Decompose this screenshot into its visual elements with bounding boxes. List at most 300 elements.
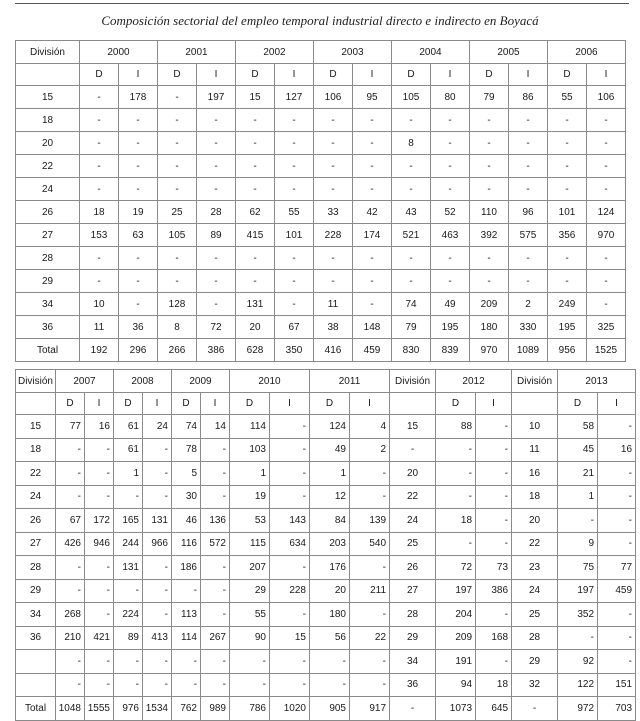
indirect-header: I <box>270 393 310 415</box>
direct-header: D <box>172 393 201 415</box>
value-cell: - <box>392 178 431 201</box>
table-row <box>16 415 636 439</box>
year-header: 2004 <box>392 41 470 64</box>
value-cell: 165 <box>114 509 143 533</box>
table-row <box>16 201 626 224</box>
division-cell: 22 <box>390 485 436 509</box>
direct-header: D <box>310 393 350 415</box>
division-cell: 20 <box>390 462 436 486</box>
table-row <box>16 293 626 316</box>
table-row <box>16 132 626 155</box>
value-cell: 703 <box>598 697 636 721</box>
value-cell: - <box>310 673 350 697</box>
value-cell: 426 <box>56 532 85 556</box>
division-cell: 15 <box>16 415 56 439</box>
value-cell: - <box>314 109 353 132</box>
employment-table-2007-2013 <box>15 369 636 721</box>
value-cell: - <box>598 603 636 627</box>
value-cell: 204 <box>436 603 476 627</box>
value-cell: 18 <box>436 509 476 533</box>
table-row <box>16 224 626 247</box>
value-cell: - <box>85 579 114 603</box>
employment-table-2000-2006 <box>15 40 626 362</box>
division-cell: 36 <box>16 626 56 650</box>
value-cell: - <box>56 462 85 486</box>
value-cell: 115 <box>230 532 270 556</box>
division-cell: 25 <box>512 603 558 627</box>
value-cell: - <box>143 438 172 462</box>
value-cell: 180 <box>470 316 509 339</box>
table-caption: Composición sectorial del empleo temporal industrial directo e indirecto en Boyacá <box>101 13 539 28</box>
value-cell: 86 <box>509 86 548 109</box>
value-cell: 103 <box>230 438 270 462</box>
value-cell: 14 <box>201 415 230 439</box>
value-cell: - <box>350 673 390 697</box>
value-cell: 9 <box>558 532 598 556</box>
division-cell: 28 <box>16 247 80 270</box>
division-cell: 27 <box>16 224 80 247</box>
value-cell: 386 <box>197 339 236 362</box>
table-row <box>16 603 636 627</box>
value-cell: 79 <box>392 316 431 339</box>
value-cell: 521 <box>392 224 431 247</box>
direct-header: D <box>558 393 598 415</box>
division-cell: 18 <box>512 485 558 509</box>
value-cell: 172 <box>85 509 114 533</box>
division-cell: 16 <box>512 462 558 486</box>
division-cell: 28 <box>16 556 56 580</box>
value-cell: - <box>470 247 509 270</box>
value-cell: 101 <box>548 201 587 224</box>
value-cell: 131 <box>143 509 172 533</box>
value-cell: - <box>587 178 626 201</box>
value-cell: 11 <box>80 316 119 339</box>
value-cell: - <box>548 178 587 201</box>
direct-header: D <box>436 393 476 415</box>
value-cell: - <box>270 603 310 627</box>
value-cell: - <box>201 650 230 674</box>
year-header: 2010 <box>230 370 310 393</box>
year-header: 2013 <box>558 370 636 393</box>
value-cell: 114 <box>172 626 201 650</box>
table-row <box>16 626 636 650</box>
indirect-header: I <box>353 64 392 86</box>
division-cell <box>16 650 56 674</box>
value-cell: 197 <box>197 86 236 109</box>
value-cell: - <box>201 485 230 509</box>
indirect-header: I <box>201 393 230 415</box>
value-cell: - <box>558 626 598 650</box>
value-cell: 78 <box>172 438 201 462</box>
value-cell: 8 <box>392 132 431 155</box>
table-row <box>16 462 636 486</box>
division-cell: 11 <box>512 438 558 462</box>
division-cell: 29 <box>16 270 80 293</box>
value-cell: - <box>119 247 158 270</box>
value-cell: - <box>119 270 158 293</box>
value-cell: 830 <box>392 339 431 362</box>
value-cell: 15 <box>270 626 310 650</box>
value-cell: - <box>509 270 548 293</box>
value-cell: - <box>548 132 587 155</box>
direct-header: D <box>80 64 119 86</box>
value-cell: 74 <box>172 415 201 439</box>
year-header: 2000 <box>80 41 158 64</box>
value-cell: - <box>236 247 275 270</box>
value-cell: - <box>509 178 548 201</box>
value-cell: - <box>436 438 476 462</box>
value-cell: - <box>587 109 626 132</box>
value-cell: 228 <box>270 579 310 603</box>
value-cell: 970 <box>587 224 626 247</box>
direct-header: D <box>56 393 85 415</box>
value-cell: - <box>470 270 509 293</box>
value-cell: 356 <box>548 224 587 247</box>
value-cell: 42 <box>353 201 392 224</box>
value-cell: 970 <box>470 339 509 362</box>
value-cell: 21 <box>558 462 598 486</box>
value-cell: - <box>197 109 236 132</box>
value-cell: 128 <box>158 293 197 316</box>
value-cell: 421 <box>85 626 114 650</box>
value-cell: 29 <box>230 579 270 603</box>
direct-header: D <box>158 64 197 86</box>
value-cell: - <box>587 155 626 178</box>
value-cell: 228 <box>314 224 353 247</box>
value-cell: 352 <box>558 603 598 627</box>
value-cell: 55 <box>230 603 270 627</box>
division-cell: 26 <box>16 509 56 533</box>
value-cell: 1555 <box>85 697 114 721</box>
value-cell: 572 <box>201 532 230 556</box>
value-cell: 53 <box>230 509 270 533</box>
indirect-header: I <box>275 64 314 86</box>
value-cell: - <box>598 532 636 556</box>
value-cell: - <box>85 673 114 697</box>
indirect-header: I <box>143 393 172 415</box>
value-cell: 20 <box>310 579 350 603</box>
value-cell: 645 <box>476 697 512 721</box>
division-cell: 34 <box>16 603 56 627</box>
division-cell: 22 <box>16 155 80 178</box>
year-header-row <box>16 41 626 64</box>
value-cell: 84 <box>310 509 350 533</box>
table-row <box>16 438 636 462</box>
value-cell: 192 <box>80 339 119 362</box>
value-cell: - <box>158 247 197 270</box>
division-cell: 29 <box>512 650 558 674</box>
value-cell: - <box>275 293 314 316</box>
value-cell: - <box>509 247 548 270</box>
value-cell: - <box>310 650 350 674</box>
value-cell: 244 <box>114 532 143 556</box>
division-cell: 24 <box>16 178 80 201</box>
value-cell: - <box>201 556 230 580</box>
value-cell: 11 <box>314 293 353 316</box>
value-cell: 197 <box>436 579 476 603</box>
value-cell: 180 <box>310 603 350 627</box>
value-cell: 325 <box>587 316 626 339</box>
value-cell: 19 <box>230 485 270 509</box>
value-cell: 88 <box>436 415 476 439</box>
value-cell: - <box>114 650 143 674</box>
value-cell: - <box>158 109 197 132</box>
value-cell: - <box>158 178 197 201</box>
direct-header: D <box>230 393 270 415</box>
value-cell: 540 <box>350 532 390 556</box>
value-cell: - <box>56 650 85 674</box>
year-header: 2012 <box>436 370 512 393</box>
table-row <box>16 556 636 580</box>
value-cell: - <box>201 673 230 697</box>
value-cell: - <box>80 155 119 178</box>
value-cell: - <box>197 293 236 316</box>
value-cell: - <box>431 132 470 155</box>
value-cell: 905 <box>310 697 350 721</box>
value-cell: 131 <box>236 293 275 316</box>
value-cell: 972 <box>558 697 598 721</box>
value-cell: - <box>587 270 626 293</box>
value-cell: 79 <box>470 86 509 109</box>
value-cell: - <box>270 673 310 697</box>
value-cell: 77 <box>598 556 636 580</box>
value-cell: - <box>56 579 85 603</box>
value-cell: 153 <box>80 224 119 247</box>
table-row <box>16 579 636 603</box>
value-cell: 67 <box>275 316 314 339</box>
value-cell: - <box>509 132 548 155</box>
value-cell: 18 <box>476 673 512 697</box>
value-cell: - <box>350 650 390 674</box>
value-cell: - <box>143 485 172 509</box>
value-cell: 575 <box>509 224 548 247</box>
value-cell: 266 <box>158 339 197 362</box>
division-cell: 27 <box>16 532 56 556</box>
value-cell: - <box>275 109 314 132</box>
division-cell: 28 <box>512 626 558 650</box>
indirect-header: I <box>598 393 636 415</box>
direct-header: D <box>236 64 275 86</box>
year-header: 2006 <box>548 41 626 64</box>
division-cell: 29 <box>16 579 56 603</box>
value-cell: - <box>236 155 275 178</box>
value-cell: - <box>201 462 230 486</box>
value-cell: 249 <box>548 293 587 316</box>
table-row <box>16 270 626 293</box>
value-cell: 28 <box>197 201 236 224</box>
value-cell: 61 <box>114 438 143 462</box>
value-cell: 392 <box>470 224 509 247</box>
value-cell: - <box>143 579 172 603</box>
value-cell: - <box>353 293 392 316</box>
table-row <box>16 155 626 178</box>
value-cell: 8 <box>158 316 197 339</box>
division-cell: 23 <box>512 556 558 580</box>
value-cell: - <box>598 415 636 439</box>
value-cell: - <box>230 650 270 674</box>
value-cell: 191 <box>436 650 476 674</box>
value-cell: 195 <box>431 316 470 339</box>
table-row <box>16 86 626 109</box>
value-cell: 131 <box>114 556 143 580</box>
value-cell: 386 <box>476 579 512 603</box>
value-cell: 1 <box>310 462 350 486</box>
division-cell: 20 <box>512 509 558 533</box>
year-header: 2003 <box>314 41 392 64</box>
value-cell: - <box>56 673 85 697</box>
sub-header-row <box>16 393 636 415</box>
value-cell: - <box>158 155 197 178</box>
value-cell: - <box>143 556 172 580</box>
value-cell: 45 <box>558 438 598 462</box>
value-cell: - <box>587 247 626 270</box>
value-cell: 207 <box>230 556 270 580</box>
value-cell: - <box>314 178 353 201</box>
value-cell: 80 <box>431 86 470 109</box>
value-cell: - <box>476 650 512 674</box>
division-cell: 29 <box>390 626 436 650</box>
value-cell: - <box>80 178 119 201</box>
value-cell: 151 <box>598 673 636 697</box>
value-cell: - <box>201 579 230 603</box>
direct-header: D <box>470 64 509 86</box>
value-cell: - <box>80 86 119 109</box>
division-cell: 36 <box>390 673 436 697</box>
value-cell: - <box>158 86 197 109</box>
value-cell: - <box>270 556 310 580</box>
value-cell: 2 <box>509 293 548 316</box>
value-cell: - <box>172 650 201 674</box>
value-cell: - <box>197 155 236 178</box>
indirect-header: I <box>431 64 470 86</box>
value-cell: 96 <box>509 201 548 224</box>
value-cell: 16 <box>598 438 636 462</box>
value-cell: - <box>587 132 626 155</box>
value-cell: - <box>236 178 275 201</box>
value-cell: - <box>314 132 353 155</box>
value-cell: 1 <box>230 462 270 486</box>
year-header-row <box>16 370 636 393</box>
value-cell: 224 <box>114 603 143 627</box>
value-cell: 46 <box>172 509 201 533</box>
value-cell: - <box>353 109 392 132</box>
division-header: División <box>390 370 436 393</box>
empty-cell <box>390 393 436 415</box>
value-cell: 628 <box>236 339 275 362</box>
division-cell: 25 <box>390 532 436 556</box>
value-cell: 124 <box>587 201 626 224</box>
value-cell: 267 <box>201 626 230 650</box>
value-cell: 105 <box>392 86 431 109</box>
value-cell: 49 <box>431 293 470 316</box>
value-cell: - <box>236 132 275 155</box>
empty-cell <box>512 393 558 415</box>
division-cell: 22 <box>512 532 558 556</box>
value-cell: 634 <box>270 532 310 556</box>
value-cell: 463 <box>431 224 470 247</box>
value-cell: - <box>80 132 119 155</box>
value-cell: 24 <box>143 415 172 439</box>
value-cell: 16 <box>85 415 114 439</box>
value-cell: 72 <box>197 316 236 339</box>
value-cell: - <box>353 155 392 178</box>
value-cell: - <box>470 109 509 132</box>
value-cell: - <box>548 109 587 132</box>
empty-cell <box>16 393 56 415</box>
value-cell: - <box>80 270 119 293</box>
year-header: 2011 <box>310 370 390 393</box>
value-cell: - <box>236 270 275 293</box>
value-cell: 839 <box>431 339 470 362</box>
value-cell: - <box>598 509 636 533</box>
value-cell: - <box>119 132 158 155</box>
division-cell: 32 <box>512 673 558 697</box>
top-rule <box>15 3 629 4</box>
value-cell: 30 <box>172 485 201 509</box>
value-cell: 174 <box>353 224 392 247</box>
value-cell: - <box>476 415 512 439</box>
value-cell: 25 <box>158 201 197 224</box>
value-cell: 917 <box>350 697 390 721</box>
value-cell: 268 <box>56 603 85 627</box>
value-cell: 786 <box>230 697 270 721</box>
value-cell: - <box>201 438 230 462</box>
value-cell: 1 <box>114 462 143 486</box>
division-cell: 34 <box>390 650 436 674</box>
value-cell: - <box>436 532 476 556</box>
value-cell: 116 <box>172 532 201 556</box>
value-cell: - <box>143 603 172 627</box>
value-cell: - <box>431 109 470 132</box>
value-cell: 77 <box>56 415 85 439</box>
value-cell: - <box>476 485 512 509</box>
division-cell: 24 <box>512 579 558 603</box>
value-cell: 72 <box>436 556 476 580</box>
value-cell: - <box>119 109 158 132</box>
division-cell: 18 <box>16 109 80 132</box>
value-cell: 186 <box>172 556 201 580</box>
value-cell: - <box>114 579 143 603</box>
division-header: División <box>512 370 558 393</box>
sub-header-row <box>16 64 626 86</box>
value-cell: - <box>350 603 390 627</box>
division-cell: 26 <box>16 201 80 224</box>
year-header: 2001 <box>158 41 236 64</box>
table-row <box>16 247 626 270</box>
table-row <box>16 339 626 362</box>
value-cell: 976 <box>114 697 143 721</box>
value-cell: - <box>509 109 548 132</box>
value-cell: - <box>119 293 158 316</box>
value-cell: - <box>275 132 314 155</box>
value-cell: 49 <box>310 438 350 462</box>
value-cell: - <box>548 247 587 270</box>
value-cell: - <box>598 650 636 674</box>
value-cell: 178 <box>119 86 158 109</box>
value-cell: 20 <box>236 316 275 339</box>
value-cell: 148 <box>353 316 392 339</box>
table-row <box>16 509 636 533</box>
table-row <box>16 485 636 509</box>
value-cell: 56 <box>310 626 350 650</box>
value-cell: - <box>476 509 512 533</box>
value-cell: 106 <box>314 86 353 109</box>
division-cell: 24 <box>390 509 436 533</box>
value-cell: - <box>436 462 476 486</box>
value-cell: - <box>392 155 431 178</box>
value-cell: - <box>598 626 636 650</box>
value-cell: - <box>119 155 158 178</box>
